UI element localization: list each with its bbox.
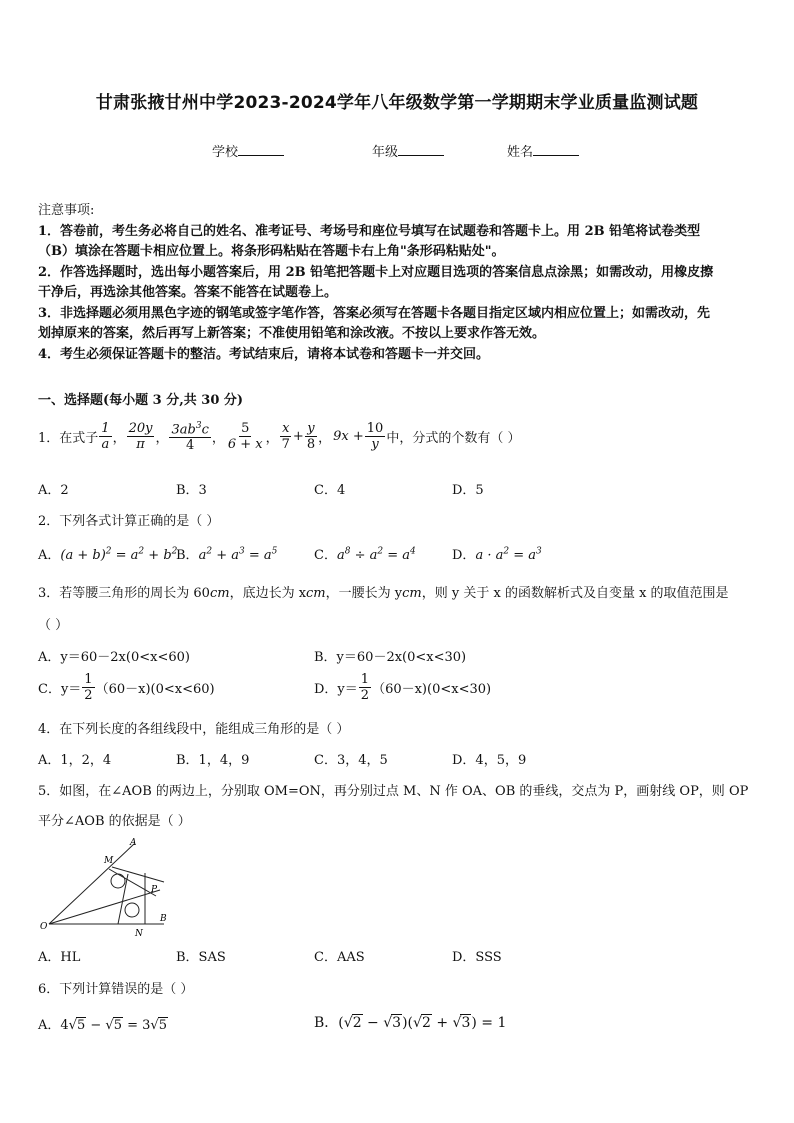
q3-option-c: C．y＝ $\frac{1}{2}$ （60－x)(0<x<60) [38,672,215,703]
notice-line-6: 划掉原来的答案，然后再写上新答案；不准使用铅笔和涂改液。不按以上要求作答无效。 [38,326,546,341]
q5-option-b: B．SAS [176,950,226,965]
q1-option-a: A．2 [38,483,69,498]
q2-option-a: A．$(a + b)^2 = a^2 + b^2$ [38,546,178,563]
label-p: P [151,885,158,895]
q4-option-c: C．3，4，5 [314,753,388,768]
q1-expr-5a: $\frac{x}{7}$ [281,420,290,452]
q2-option-b: B．$a^2 + a^3 = a^5$ [176,546,278,563]
label-b: B [160,914,167,924]
q1-option-d: D．5 [452,483,484,498]
q4-option-d: D．4，5，9 [452,753,527,768]
q1-expr-2: $\frac{20y}{\pi}$ [128,420,153,452]
q3-option-b: B．y＝60－2x(0<x<30) [314,650,467,665]
name-label: 姓名 [507,145,534,160]
label-m: M [104,856,114,866]
angle-bisector-figure [38,836,174,940]
section-heading: 一、选择题(每小题 3 分,共 30 分) [38,393,244,408]
notice-line-7: 4．考生必须保证答题卡的整洁。考试结束后，请将本试卷和答题卡一并交回。 [38,346,490,362]
notice-block [38,201,760,365]
q1-option-b: B．3 [176,483,207,498]
grade-field [372,141,444,160]
question-6: 6．下列计算错误的是（ ） [38,982,194,997]
notice-line-5: 3．非选择题必须用黑色字迹的钢笔或签字笔作答，答案必须写在答题卡各题目指定区域内相应位置上；如需改动，先 [38,305,711,321]
label-n: N [135,929,143,939]
notice-line-4: 干净后，再选涂其他答案。答案不能答在试题卷上。 [38,285,338,300]
school-label: 学校 [212,145,239,160]
name-blank [533,143,579,156]
q1-expr-4: $\frac{5}{6 + x}$ [227,420,263,452]
question-2: 2．下列各式计算正确的是（ ） [38,514,220,529]
notice-line-1: 1．答卷前，考生务必将自己的姓名、准考证号、考场号和座位号填写在试题卷和答题卡上。用 2B 铅笔将试卷类型 [38,223,701,239]
grade-blank [398,143,444,156]
q5-option-d: D．SSS [452,950,502,965]
q2-option-d: D．$a \cdot a^2 = a^3$ [452,546,542,563]
q6-option-a: A．4√5 − √5 = 3√5 [38,1018,167,1033]
q1-expr-3: $\frac{3ab^3c}{4}$ [171,421,209,454]
name-field [507,141,579,160]
q5-option-a: A．HL [38,950,81,965]
school-blank [238,143,284,156]
label-a: A [130,838,137,848]
grade-label: 年级 [372,145,399,160]
q4-option-b: B．1，4，9 [176,753,250,768]
q3-option-d: D．y＝ $\frac{1}{2}$ （60－x)(0<x<30) [314,672,492,703]
q1-suffix: 中，分式的个数有（ ） [386,430,521,446]
notice-line-2: （B）填涂在答题卡相应位置上。将条形码粘贴在答题卡右上角"条形码粘贴处"。 [38,244,505,259]
school-field [212,141,284,160]
q1-expr-5b: $\frac{y}{8}$ [306,420,316,452]
q1-expr-6: $\frac{10}{y}$ [366,420,384,452]
question-5-line-2: 平分∠AOB 的依据是（ ） [38,814,191,829]
q3-paren: （ ） [38,618,69,633]
q1-option-c: C．4 [314,483,346,498]
notice-heading: 注意事项: [38,203,95,218]
question-5-line-1: 5．如图，在∠AOB 的两边上，分别取 OM=ON，再分别过点 M、N 作 OA、OB 的垂线，交点为 P，画射线 OP，则 OP [38,784,749,799]
label-o: O [40,922,48,932]
question-4: 4．在下列长度的各组线段中，能组成三角形的是（ ） [38,722,350,737]
q1-expr-1: $\frac{1}{a}$ [101,420,110,452]
question-3: 3．若等腰三角形的周长为 60cm，底边长为 xcm，一腰长为 ycm，则 y 关于 x 的函数解析式及自变量 x 的取值范围是 [38,586,729,601]
q3-option-a: A．y＝60－2x(0<x<60) [38,650,190,665]
q4-option-a: A．1，2，4 [38,753,112,768]
q2-option-c: C．$a^8 \div a^2 = a^4$ [314,546,416,563]
notice-line-3: 2．作答选择题时，选出每小题答案后，用 2B 铅笔把答题卡上对应题目选项的答案信息点涂黑；如需改动，用橡皮擦 [38,264,714,280]
q6-option-b: B．(√2 − √3)(√2 + √3) = 1 [314,1015,507,1031]
q1-prefix: 1．在式子 [38,430,99,446]
question-1: 1．在式子 $\frac{1}{a}$ ， $\frac{20y}{\pi}$ ， $\frac{3ab^3c}{4}$ ， $\frac{5}{6 + x}$ ， $\frac{x}{7}$ + $\frac{y}{8}$ ， 9x + $\frac{10}{y}$ 中，分式的个数有（ ） [38,420,521,454]
q5-option-c: C．AAS [314,950,365,965]
exam-title: 甘肃张掖甘州中学2023-2024学年八年级数学第一学期期末学业质量监测试题 [95,93,699,113]
